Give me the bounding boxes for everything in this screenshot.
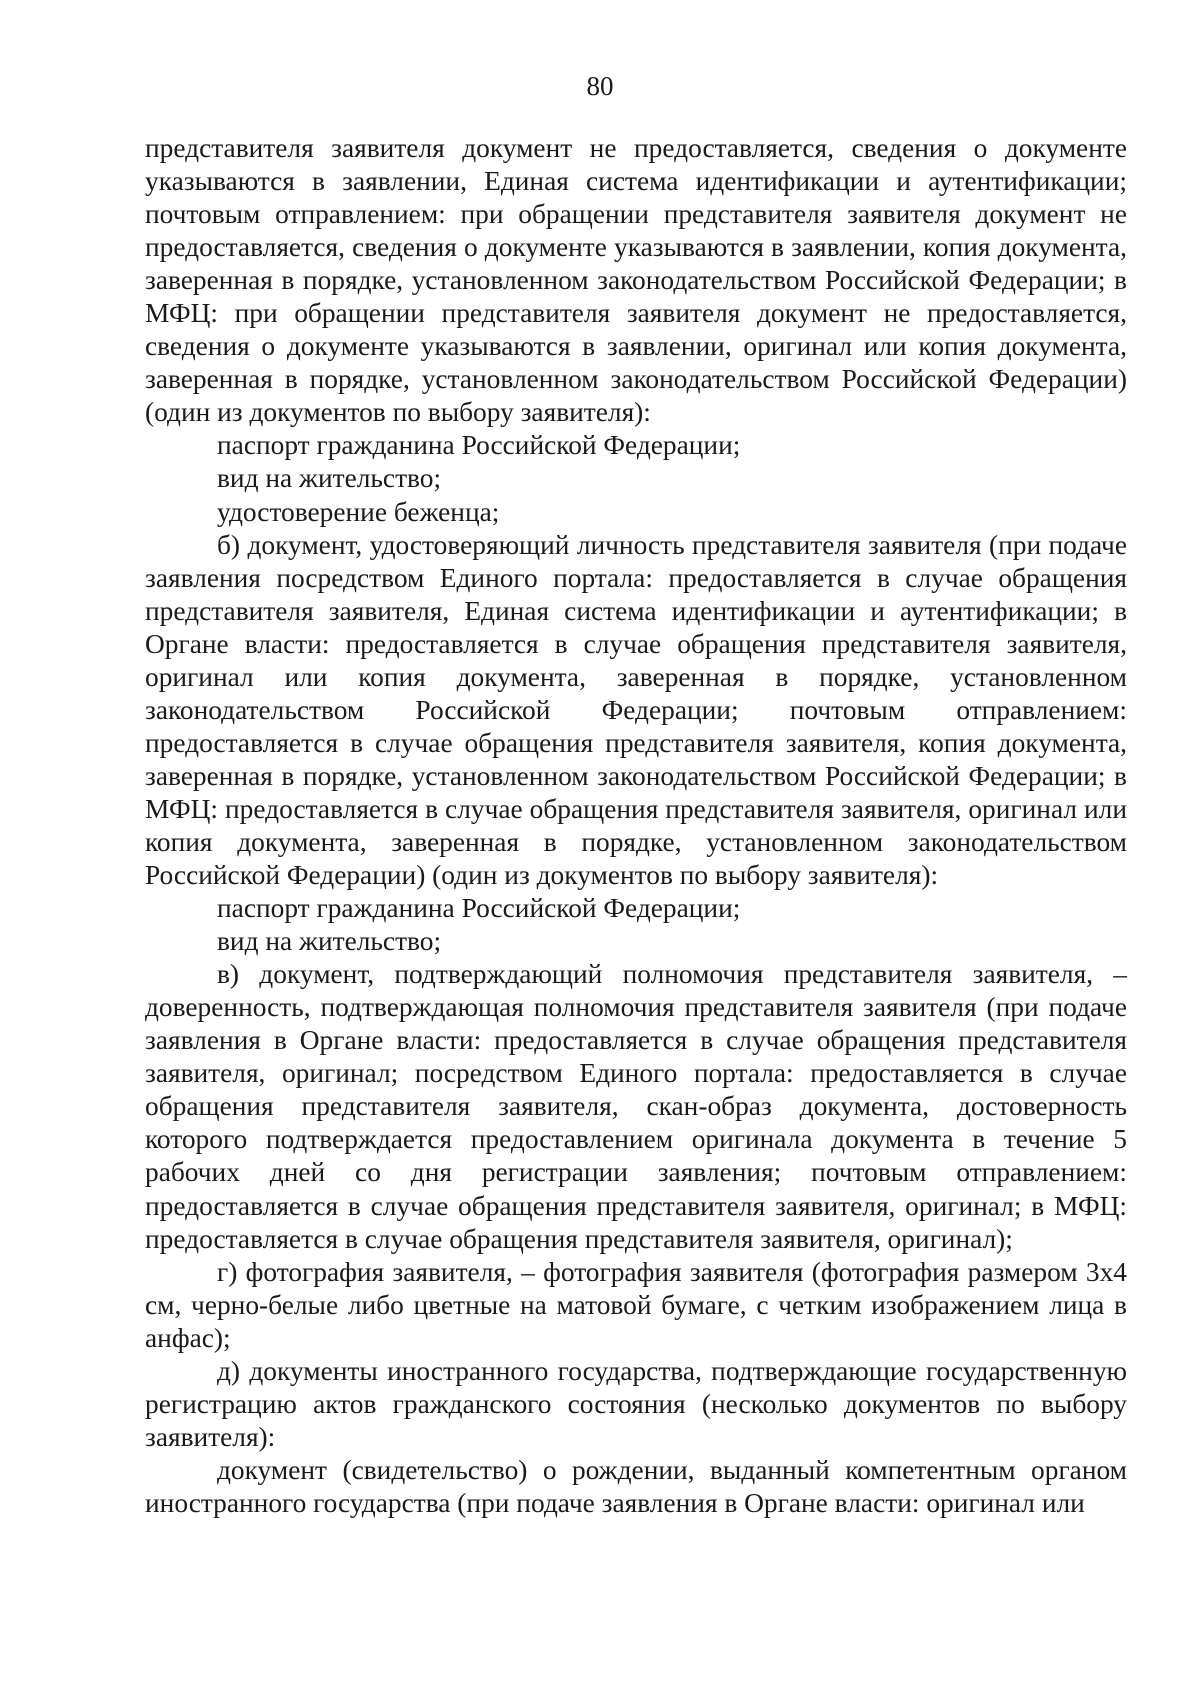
paragraph-item-v: в) документ, подтверждающий полномочия представителя заявителя, – доверенность, подтверждающая полномочия представителя заявителя (при подаче заявления в Органе власти: предоставляется в случае обращения представителя заявителя, оригинал; посредством Единого портала: предоставляется в случае обращения представителя заявителя, скан-образ документа, достоверность которого подтверждается предоставлением оригинала документа в течение 5 рабочих дней со дня регистрации заявления; почтовым отправлением: предоставляется в случае обращения представителя заявителя, оригинал; в МФЦ: предоставляется в случае обращения представителя заявителя, оригинал); <box>145 959 1127 1254</box>
list-item-residence-permit: вид на жительство; <box>217 463 442 494</box>
paragraph-item-g: г) фотография заявителя, – фотография заявителя (фотография размером 3х4 см, черно-белые либо цветные на матовой бумаге, с четким изображением лица в анфас); <box>145 1256 1127 1353</box>
paragraph-item-b: б) документ, удостоверяющий личность представителя заявителя (при подаче заявления посредством Единого портала: предоставляется в случае обращения представителя заявителя, Единая система идентификации и аутентификации; в Органе власти: предоставляется в случае обращения представителя заявителя, оригинал или копия документа, заверенная в порядке, установленном законодательством Российской Федерации; почтовым отправлением: предоставляется в случае обращения представителя заявителя, копия документа, заверенная в порядке, установленном законодательством Российской Федерации; в МФЦ: предоставляется в случае обращения представителя заявителя, оригинал или копия документа, заверенная в порядке, установленном законодательством Российской Федерации) (один из документов по выбору заявителя): <box>145 529 1127 891</box>
list-item-refugee-certificate: удостоверение беженца; <box>217 496 500 527</box>
list-item-passport: паспорт гражданина Российской Федерации; <box>217 893 741 924</box>
paragraph-birth-certificate: документ (свидетельство) о рождении, выданный компетентным органом иностранного государства (при подаче заявления в Органе власти: оригинал или <box>145 1454 1127 1518</box>
page-number: 80 <box>586 71 614 101</box>
list-item-residence-permit: вид на жительство; <box>217 926 442 957</box>
paragraph-item-d: д) документы иностранного государства, подтверждающие государственную регистрацию актов гражданского состояния (несколько документов по выбору заявителя): <box>145 1355 1127 1452</box>
document-body <box>145 132 1127 1520</box>
paragraph-continuation: представителя заявителя документ не предоставляется, сведения о документе указываются в заявлении, Единая система идентификации и аутентификации; почтовым отправлением: при обращении представителя заявителя документ не предоставляется, сведения о документе указываются в заявлении, копия документа, заверенная в порядке, установленном законодательством Российской Федерации; в МФЦ: при обращении представителя заявителя документ не предоставляется, сведения о документе указываются в заявлении, оригинал или копия документа, заверенная в порядке, установленном законодательством Российской Федерации) (один из документов по выбору заявителя): <box>145 133 1127 428</box>
list-item-passport: паспорт гражданина Российской Федерации; <box>217 430 741 461</box>
